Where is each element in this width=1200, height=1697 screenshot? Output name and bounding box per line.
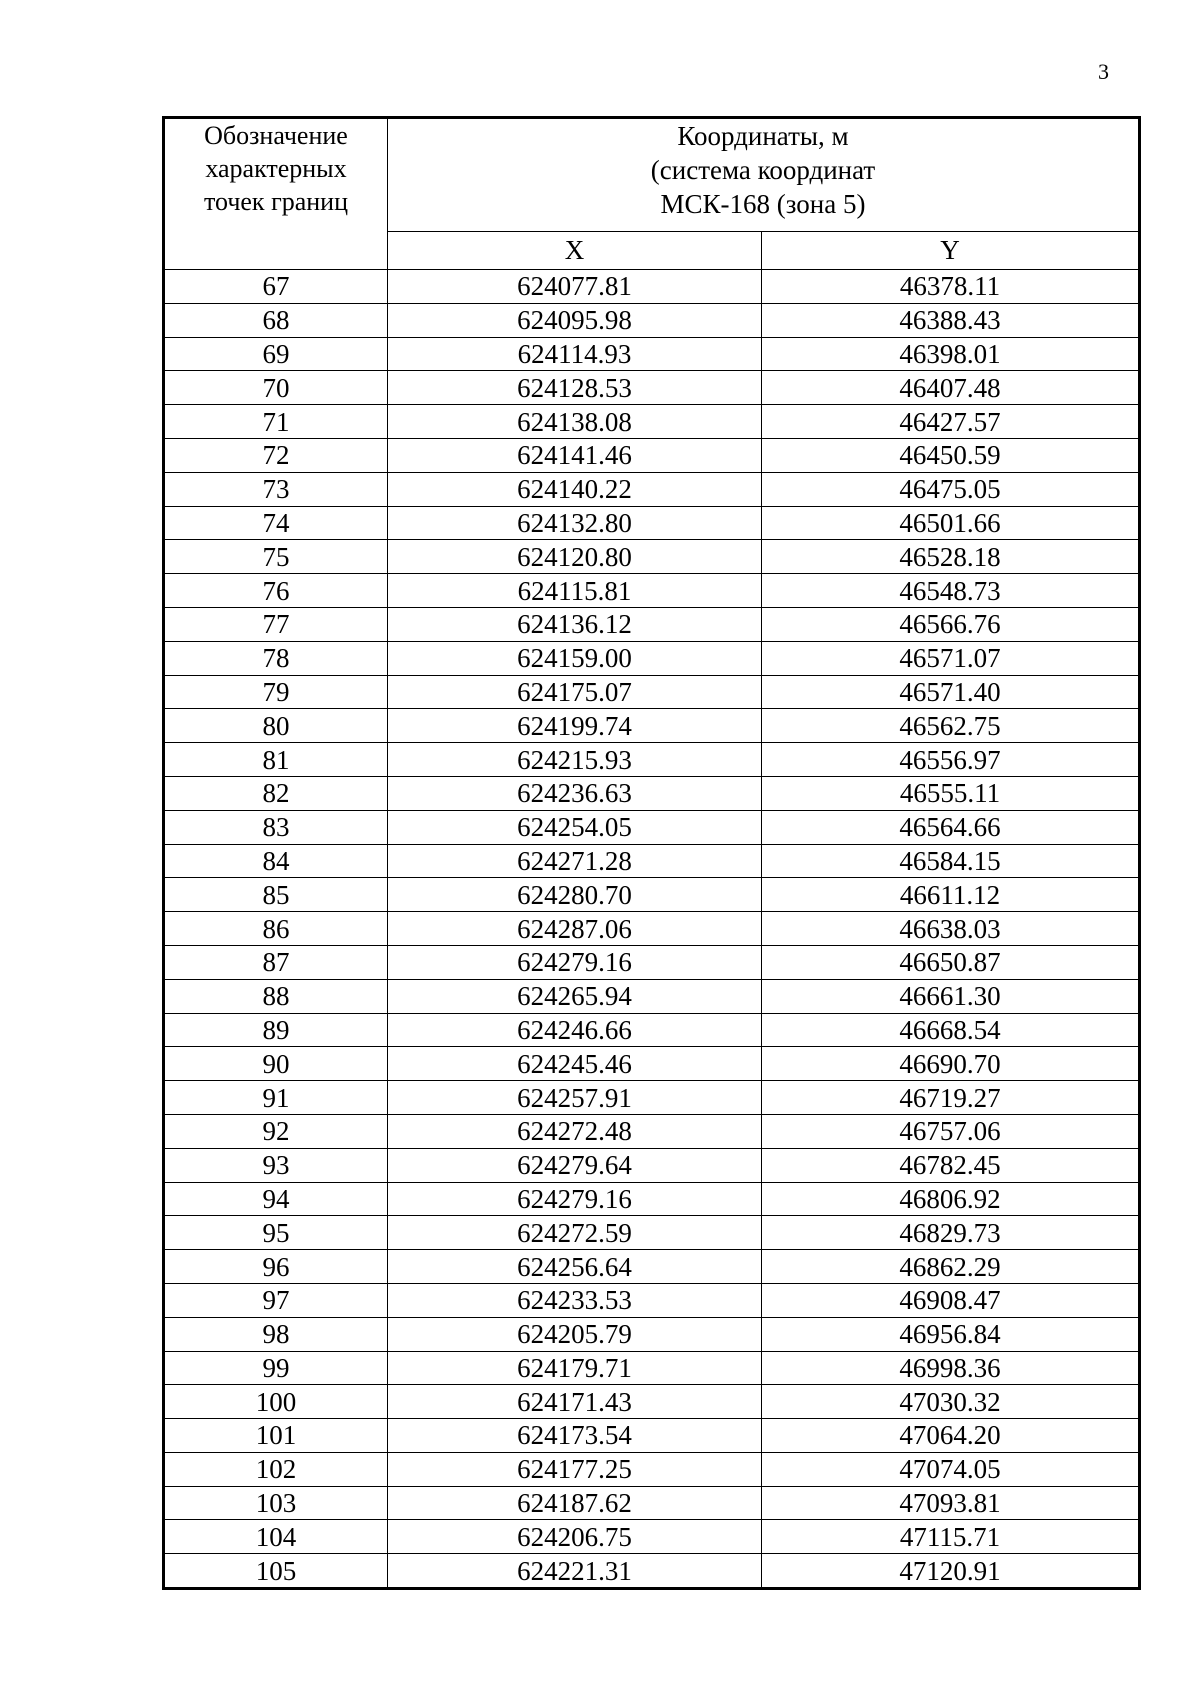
table-row	[164, 1114, 1140, 1148]
x-coordinate-cell: 624279.16	[388, 945, 762, 979]
point-number-cell: 87	[164, 945, 388, 979]
point-number-cell: 69	[164, 337, 388, 371]
point-number-cell: 70	[164, 371, 388, 405]
table-body	[164, 270, 1140, 1589]
table-row	[164, 844, 1140, 878]
table-row	[164, 1317, 1140, 1351]
point-number-cell: 98	[164, 1317, 388, 1351]
table-row	[164, 574, 1140, 608]
point-number-cell: 86	[164, 912, 388, 946]
y-coordinate-cell: 46571.40	[762, 675, 1140, 709]
table-row	[164, 641, 1140, 675]
header-row	[164, 118, 1140, 232]
x-coordinate-cell: 624257.91	[388, 1081, 762, 1115]
point-number-cell: 103	[164, 1486, 388, 1520]
point-number-cell: 75	[164, 540, 388, 574]
y-coordinate-cell: 46548.73	[762, 574, 1140, 608]
x-coordinate-cell: 624215.93	[388, 743, 762, 777]
x-coordinate-cell: 624279.16	[388, 1182, 762, 1216]
x-coordinate-cell: 624271.28	[388, 844, 762, 878]
y-coordinate-cell: 46555.11	[762, 776, 1140, 810]
table-row	[164, 709, 1140, 743]
x-coordinate-cell: 624128.53	[388, 371, 762, 405]
y-coordinate-cell: 46638.03	[762, 912, 1140, 946]
y-coordinate-cell: 46566.76	[762, 607, 1140, 641]
y-coordinate-cell: 46571.07	[762, 641, 1140, 675]
x-coordinate-cell: 624136.12	[388, 607, 762, 641]
point-number-cell: 99	[164, 1351, 388, 1385]
x-coordinate-cell: 624265.94	[388, 979, 762, 1013]
x-coordinate-cell: 624287.06	[388, 912, 762, 946]
point-number-cell: 68	[164, 303, 388, 337]
x-coordinate-cell: 624138.08	[388, 405, 762, 439]
point-number-cell: 80	[164, 709, 388, 743]
point-number-cell: 92	[164, 1114, 388, 1148]
point-number-cell: 83	[164, 810, 388, 844]
point-number-cell: 95	[164, 1216, 388, 1250]
point-column-header	[164, 118, 388, 270]
x-coordinate-cell: 624272.59	[388, 1216, 762, 1250]
table-row	[164, 540, 1140, 574]
table-row	[164, 1486, 1140, 1520]
y-coordinate-cell: 46719.27	[762, 1081, 1140, 1115]
y-coordinate-cell: 46556.97	[762, 743, 1140, 777]
point-number-cell: 71	[164, 405, 388, 439]
table-row	[164, 1216, 1140, 1250]
y-coordinate-cell: 46650.87	[762, 945, 1140, 979]
x-coordinate-cell: 624177.25	[388, 1452, 762, 1486]
point-number-cell: 67	[164, 270, 388, 304]
y-coordinate-cell: 47030.32	[762, 1385, 1140, 1419]
x-coordinate-cell: 624246.66	[388, 1013, 762, 1047]
y-coordinate-cell: 46782.45	[762, 1148, 1140, 1182]
coordinates-table	[162, 116, 1141, 1590]
table-row	[164, 1385, 1140, 1419]
y-coordinate-cell: 46908.47	[762, 1283, 1140, 1317]
y-coordinate-cell: 46407.48	[762, 371, 1140, 405]
y-coordinate-cell: 46611.12	[762, 878, 1140, 912]
table-row	[164, 945, 1140, 979]
y-coordinate-cell: 46388.43	[762, 303, 1140, 337]
point-number-cell: 84	[164, 844, 388, 878]
x-coordinate-cell: 624171.43	[388, 1385, 762, 1419]
x-coordinate-cell: 624199.74	[388, 709, 762, 743]
table-row	[164, 337, 1140, 371]
y-coordinate-cell: 46475.05	[762, 472, 1140, 506]
x-coordinate-cell: 624206.75	[388, 1520, 762, 1554]
y-coordinate-cell: 47074.05	[762, 1452, 1140, 1486]
table-row	[164, 472, 1140, 506]
point-number-cell: 101	[164, 1419, 388, 1453]
point-number-cell: 76	[164, 574, 388, 608]
table-row	[164, 1554, 1140, 1589]
point-number-cell: 74	[164, 506, 388, 540]
x-coordinate-cell: 624173.54	[388, 1419, 762, 1453]
y-coordinate-cell: 46668.54	[762, 1013, 1140, 1047]
table-row	[164, 979, 1140, 1013]
point-number-cell: 97	[164, 1283, 388, 1317]
table-row	[164, 1047, 1140, 1081]
y-coordinate-cell: 47093.81	[762, 1486, 1140, 1520]
x-coordinate-cell: 624279.64	[388, 1148, 762, 1182]
point-number-cell: 100	[164, 1385, 388, 1419]
table-row	[164, 270, 1140, 304]
page-number: 3	[1098, 59, 1109, 84]
y-coordinate-cell: 46998.36	[762, 1351, 1140, 1385]
coords-header-line: (система координат	[650, 155, 876, 185]
y-coordinate-cell: 46806.92	[762, 1182, 1140, 1216]
table-row	[164, 1520, 1140, 1554]
point-header-line: характерных	[205, 154, 347, 183]
x-coordinate-cell: 624221.31	[388, 1554, 762, 1589]
y-coordinate-cell: 46584.15	[762, 844, 1140, 878]
table-row	[164, 1250, 1140, 1284]
point-number-cell: 79	[164, 675, 388, 709]
y-coordinate-cell: 46528.18	[762, 540, 1140, 574]
point-number-cell: 78	[164, 641, 388, 675]
coordinates-column-header	[388, 118, 1140, 232]
point-header-line: Обозначение	[204, 121, 348, 150]
table-row	[164, 1148, 1140, 1182]
coords-header-line: Координаты, м	[677, 121, 849, 151]
x-coordinate-cell: 624141.46	[388, 438, 762, 472]
table-row	[164, 810, 1140, 844]
y-coordinate-cell: 46690.70	[762, 1047, 1140, 1081]
point-number-cell: 73	[164, 472, 388, 506]
table-row	[164, 1419, 1140, 1453]
table-row	[164, 1351, 1140, 1385]
table-row	[164, 438, 1140, 472]
point-number-cell: 90	[164, 1047, 388, 1081]
x-coordinate-cell: 624245.46	[388, 1047, 762, 1081]
table-row	[164, 743, 1140, 777]
y-coordinate-cell: 46757.06	[762, 1114, 1140, 1148]
y-coordinate-cell: 47115.71	[762, 1520, 1140, 1554]
table-row	[164, 1452, 1140, 1486]
table-row	[164, 1081, 1140, 1115]
y-coordinate-cell: 46564.66	[762, 810, 1140, 844]
y-coordinate-cell: 46398.01	[762, 337, 1140, 371]
point-number-cell: 77	[164, 607, 388, 641]
x-column-header: X	[388, 232, 762, 270]
x-coordinate-cell: 624254.05	[388, 810, 762, 844]
y-column-header: Y	[762, 232, 1140, 270]
x-coordinate-cell: 624272.48	[388, 1114, 762, 1148]
y-coordinate-cell: 46862.29	[762, 1250, 1140, 1284]
x-coordinate-cell: 624187.62	[388, 1486, 762, 1520]
point-number-cell: 89	[164, 1013, 388, 1047]
table-row	[164, 371, 1140, 405]
point-header-line: точек границ	[203, 187, 349, 216]
y-coordinate-cell: 47064.20	[762, 1419, 1140, 1453]
x-coordinate-cell: 624132.80	[388, 506, 762, 540]
x-coordinate-cell: 624114.93	[388, 337, 762, 371]
x-coordinate-cell: 624205.79	[388, 1317, 762, 1351]
point-number-cell: 102	[164, 1452, 388, 1486]
y-coordinate-cell: 46501.66	[762, 506, 1140, 540]
x-coordinate-cell: 624280.70	[388, 878, 762, 912]
y-coordinate-cell: 46829.73	[762, 1216, 1140, 1250]
coords-header-line: МСК-168 (зона 5)	[660, 189, 866, 219]
point-number-cell: 85	[164, 878, 388, 912]
point-number-cell: 91	[164, 1081, 388, 1115]
table-row	[164, 607, 1140, 641]
point-number-cell: 96	[164, 1250, 388, 1284]
y-coordinate-cell: 46378.11	[762, 270, 1140, 304]
x-coordinate-cell: 624120.80	[388, 540, 762, 574]
x-coordinate-cell: 624095.98	[388, 303, 762, 337]
table-row	[164, 776, 1140, 810]
point-number-cell: 88	[164, 979, 388, 1013]
y-coordinate-cell: 47120.91	[762, 1554, 1140, 1589]
table-row	[164, 506, 1140, 540]
point-number-cell: 81	[164, 743, 388, 777]
table-row	[164, 1182, 1140, 1216]
table-row	[164, 303, 1140, 337]
x-coordinate-cell: 624233.53	[388, 1283, 762, 1317]
point-number-cell: 72	[164, 438, 388, 472]
table-row	[164, 1283, 1140, 1317]
x-coordinate-cell: 624140.22	[388, 472, 762, 506]
x-coordinate-cell: 624077.81	[388, 270, 762, 304]
table-row	[164, 912, 1140, 946]
x-coordinate-cell: 624236.63	[388, 776, 762, 810]
y-coordinate-cell: 46956.84	[762, 1317, 1140, 1351]
point-number-cell: 94	[164, 1182, 388, 1216]
table-row	[164, 675, 1140, 709]
point-number-cell: 105	[164, 1554, 388, 1589]
point-number-cell: 82	[164, 776, 388, 810]
x-coordinate-cell: 624179.71	[388, 1351, 762, 1385]
point-number-cell: 93	[164, 1148, 388, 1182]
x-coordinate-cell: 624175.07	[388, 675, 762, 709]
table-row	[164, 878, 1140, 912]
table-row	[164, 1013, 1140, 1047]
y-coordinate-cell: 46562.75	[762, 709, 1140, 743]
table-row	[164, 405, 1140, 439]
y-coordinate-cell: 46427.57	[762, 405, 1140, 439]
y-coordinate-cell: 46661.30	[762, 979, 1140, 1013]
y-coordinate-cell: 46450.59	[762, 438, 1140, 472]
x-coordinate-cell: 624256.64	[388, 1250, 762, 1284]
x-coordinate-cell: 624159.00	[388, 641, 762, 675]
x-coordinate-cell: 624115.81	[388, 574, 762, 608]
point-number-cell: 104	[164, 1520, 388, 1554]
